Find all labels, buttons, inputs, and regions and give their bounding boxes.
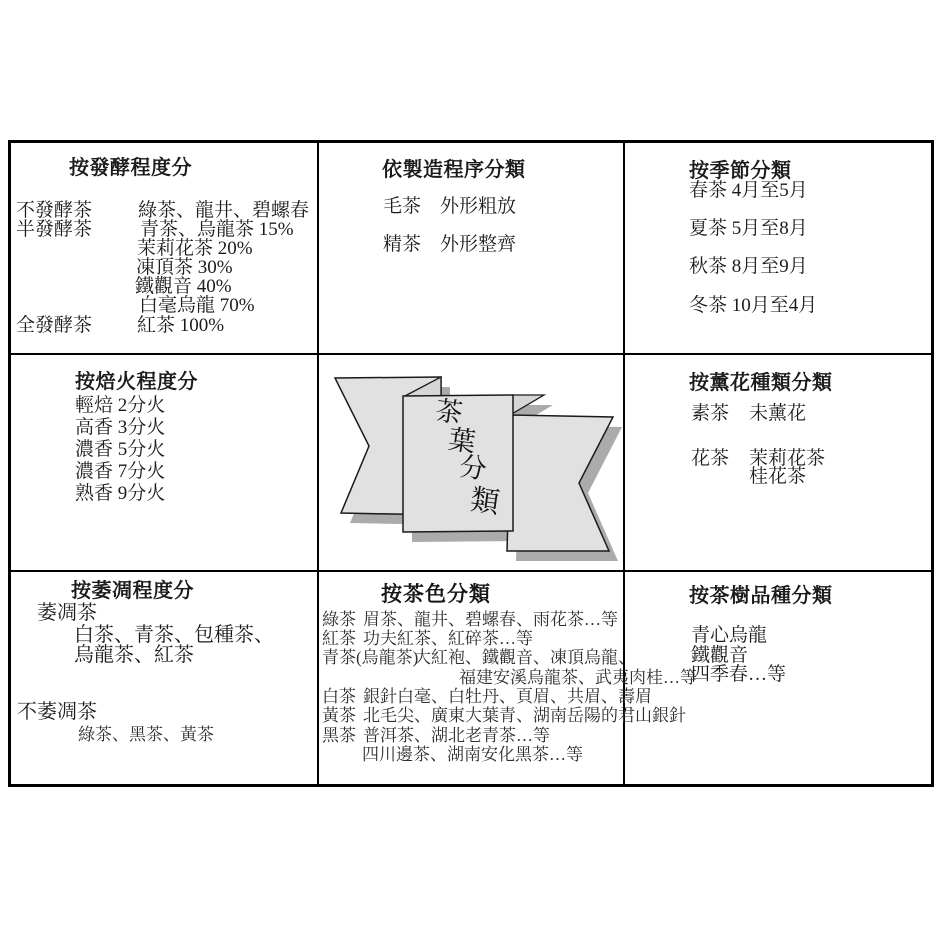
- season-line: 夏茶 5月至8月: [689, 218, 808, 239]
- classification-table: [8, 140, 934, 787]
- cultivar-title: 按茶樹品種分類: [689, 585, 833, 607]
- cell-color: [319, 572, 697, 784]
- cell-roasting: [11, 355, 319, 572]
- cell-process: [319, 143, 625, 355]
- withering-group1-label: 萎凋茶: [37, 602, 97, 624]
- banner-char: 茶: [433, 395, 465, 429]
- color-text: 銀針白毫、白牡丹、頁眉、共眉、壽眉: [363, 687, 652, 706]
- withering-group1-line: 烏龍茶、紅茶: [74, 644, 194, 666]
- color-text: 普洱茶、湖北老青茶…等: [363, 726, 550, 745]
- fermentation-label-unfermented: 不發酵茶: [16, 200, 93, 221]
- color-label: 黑茶: [322, 726, 356, 745]
- fermentation-item: 綠茶、龍井、碧螺春: [138, 200, 310, 221]
- roasting-line: 輕焙 2分火: [75, 395, 166, 416]
- process-title: 依製造程序分類: [382, 159, 526, 181]
- withering-group2-label: 不萎凋茶: [17, 701, 97, 723]
- scenting-label: 素茶: [691, 403, 730, 424]
- season-line: 冬茶 10月至4月: [689, 295, 818, 316]
- roasting-title: 按焙火程度分: [75, 371, 198, 393]
- ribbon-right-tail: [507, 415, 613, 551]
- fermentation-item: 青茶、烏龍茶 15%: [140, 219, 294, 240]
- color-label: 紅茶: [322, 629, 356, 648]
- scenting-title: 按薰花種類分類: [689, 372, 833, 394]
- banner-char: 葉: [446, 424, 478, 458]
- fermentation-item: 茉莉花茶 20%: [137, 238, 253, 259]
- color-text: 福建安溪烏龍茶、武夷肉桂…等: [459, 668, 697, 687]
- withering-group2-line: 綠茶、黑茶、黃茶: [78, 725, 214, 744]
- cultivar-line: 四季春…等: [691, 664, 787, 685]
- banner-char: 類: [468, 484, 502, 520]
- cell-banner: [319, 355, 625, 572]
- process-line: 精茶 外形整齊: [383, 234, 517, 255]
- fermentation-item: 紅茶 100%: [137, 315, 225, 336]
- scenting-label: 花茶: [691, 448, 730, 469]
- scenting-value: 茉莉花茶: [749, 448, 826, 469]
- color-text: 眉茶、龍井、碧螺春、雨花茶…等: [363, 610, 618, 629]
- season-line: 秋茶 8月至9月: [689, 256, 808, 277]
- process-line: 毛茶 外形粗放: [383, 196, 517, 217]
- color-label: 青茶(烏龍茶): [322, 648, 419, 667]
- ribbon-banner-graphic: [319, 355, 625, 572]
- color-label: 白茶: [322, 687, 356, 706]
- fermentation-item: 鐵觀音 40%: [135, 276, 232, 297]
- roasting-line: 熟香 9分火: [75, 483, 166, 504]
- fermentation-item: 白毫烏龍 70%: [139, 295, 255, 316]
- cell-fermentation: [11, 143, 319, 355]
- withering-group1-line: 白茶、青茶、包種茶、: [74, 624, 274, 646]
- color-label: 綠茶: [322, 610, 356, 629]
- cultivar-line: 青心烏龍: [691, 625, 768, 646]
- scenting-value: 桂花茶: [749, 466, 807, 487]
- color-text: 功夫紅茶、紅碎茶…等: [363, 629, 533, 648]
- roasting-line: 高香 3分火: [75, 417, 166, 438]
- season-title: 按季節分類: [689, 160, 792, 182]
- color-title: 按茶色分類: [381, 583, 491, 606]
- color-text: 大紅袍、鐵觀音、凍頂烏龍、: [414, 648, 635, 667]
- fermentation-label-semifermented: 半發酵茶: [16, 219, 93, 240]
- fermentation-label-fullyfermented: 全發酵茶: [16, 315, 93, 336]
- roasting-line: 濃香 7分火: [75, 461, 166, 482]
- cell-withering: [11, 572, 319, 784]
- cell-cultivar: [625, 572, 931, 784]
- cell-scenting: [625, 355, 931, 572]
- color-text: 四川邊茶、湖南安化黑茶…等: [362, 745, 583, 764]
- scenting-value: 未薰花: [749, 403, 807, 424]
- fermentation-item: 凍頂茶 30%: [136, 257, 233, 278]
- color-label: 黃茶: [322, 706, 356, 725]
- withering-title: 按萎凋程度分: [71, 580, 194, 602]
- roasting-line: 濃香 5分火: [75, 439, 166, 460]
- season-line: 春茶 4月至5月: [689, 180, 808, 201]
- fermentation-title: 按發酵程度分: [69, 157, 192, 179]
- cultivar-line: 鐵觀音: [691, 645, 749, 666]
- cell-season: [625, 143, 931, 355]
- color-text: 北毛尖、廣東大葉青、湖南岳陽的君山銀針: [363, 706, 686, 725]
- banner-char: 分: [457, 451, 489, 485]
